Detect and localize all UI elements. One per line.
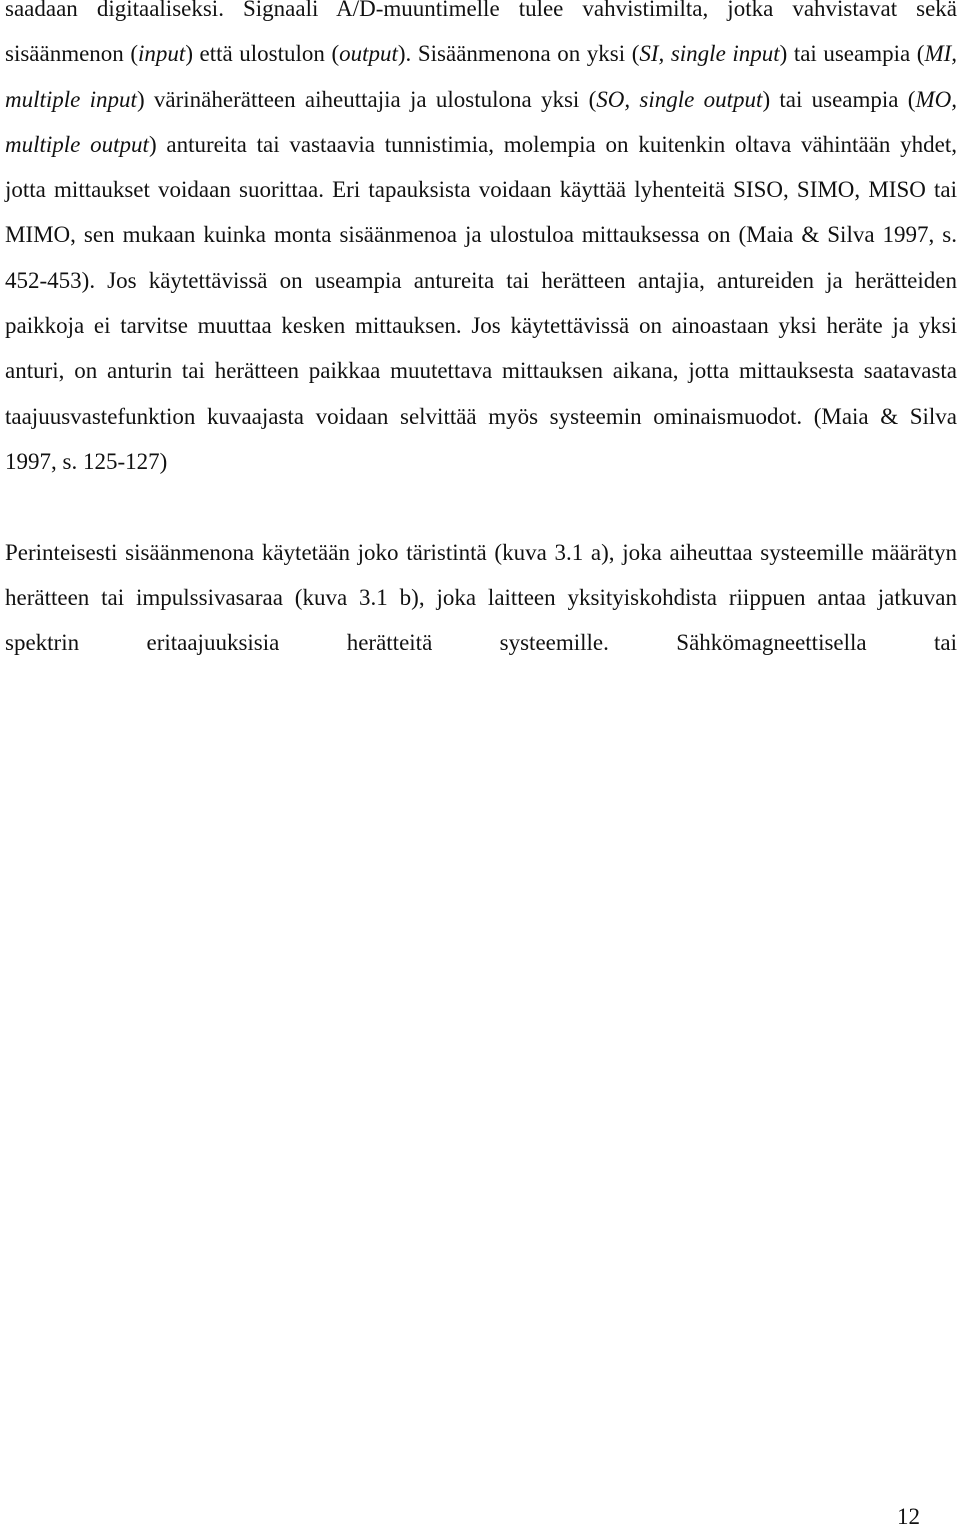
paragraph-1-text-c: ). Sisäänmenona on yksi ( [397, 41, 640, 67]
document-page [5, 0, 957, 665]
page-number: 12 [897, 1504, 920, 1529]
paragraph-2-text: Perinteisesti sisäänmenona käytetään joko täristintä (kuva 3.1 a), joka aiheuttaa systeemille määrätyn herätteen tai impulssivasaraa (kuva 3.1 b), joka laitteen yksityiskohdista riippuen antaa jatkuvan spektrin eritaajuuksisia herätteitä systeemille. Sähkömagneettisella tai [5, 539, 957, 656]
term-single-output: SO, single output [596, 86, 763, 112]
term-single-input: SI, single input [639, 41, 780, 67]
term-multiple-input: MI, multiple input [5, 41, 958, 112]
term-multiple-output: MO, multiple output [5, 86, 957, 157]
paragraph-1-text-b: ) että ulostulon ( [185, 41, 340, 67]
paragraph-1-text-d: ) tai useampia ( [779, 41, 925, 67]
paragraph-excitation-methods [5, 530, 957, 666]
paragraph-1-text-f: ) tai useampia ( [762, 86, 916, 112]
term-output: output [339, 41, 398, 67]
paragraph-1-text-e: ) värinäherätteen aiheuttajia ja ulostulona yksi ( [136, 86, 597, 112]
paragraph-measurement-setup [5, 0, 957, 484]
paragraph-1-text-a: saadaan digitaaliseksi. Signaali A/D-muuntimelle tulee vahvistimilta, jotka vahvistavat sekä sisäänmenon ( [5, 0, 957, 67]
paragraph-1-text-g: ) antureita tai vastaavia tunnistimia, molempia on kuitenkin oltava vähintään yhdet, jotta mittaukset voidaan suorittaa. Eri tapauksista voidaan käyttää lyhenteitä SISO, SIMO, MISO tai MIMO, sen mukaan kuinka monta sisäänmenoa ja ulostuloa mittauksessa on (Maia & Silva 1997, s. 452-453). Jos käytettävissä on useampia antureita tai herätteen antajia, antureiden ja herätteiden paikkoja ei tarvitse muuttaa kesken mittauksen. Jos käytettävissä on ainoastaan yksi heräte ja yksi anturi, on anturin tai herätteen paikkaa muutettava mittauksen aikana, jotta mittauksesta saatavasta taajuusvastefunktion kuvaajasta voidaan selvittää myös systeemin ominaismuodot. (Maia & Silva 1997, s. 125-127) [5, 131, 957, 474]
term-input: input [138, 41, 186, 67]
